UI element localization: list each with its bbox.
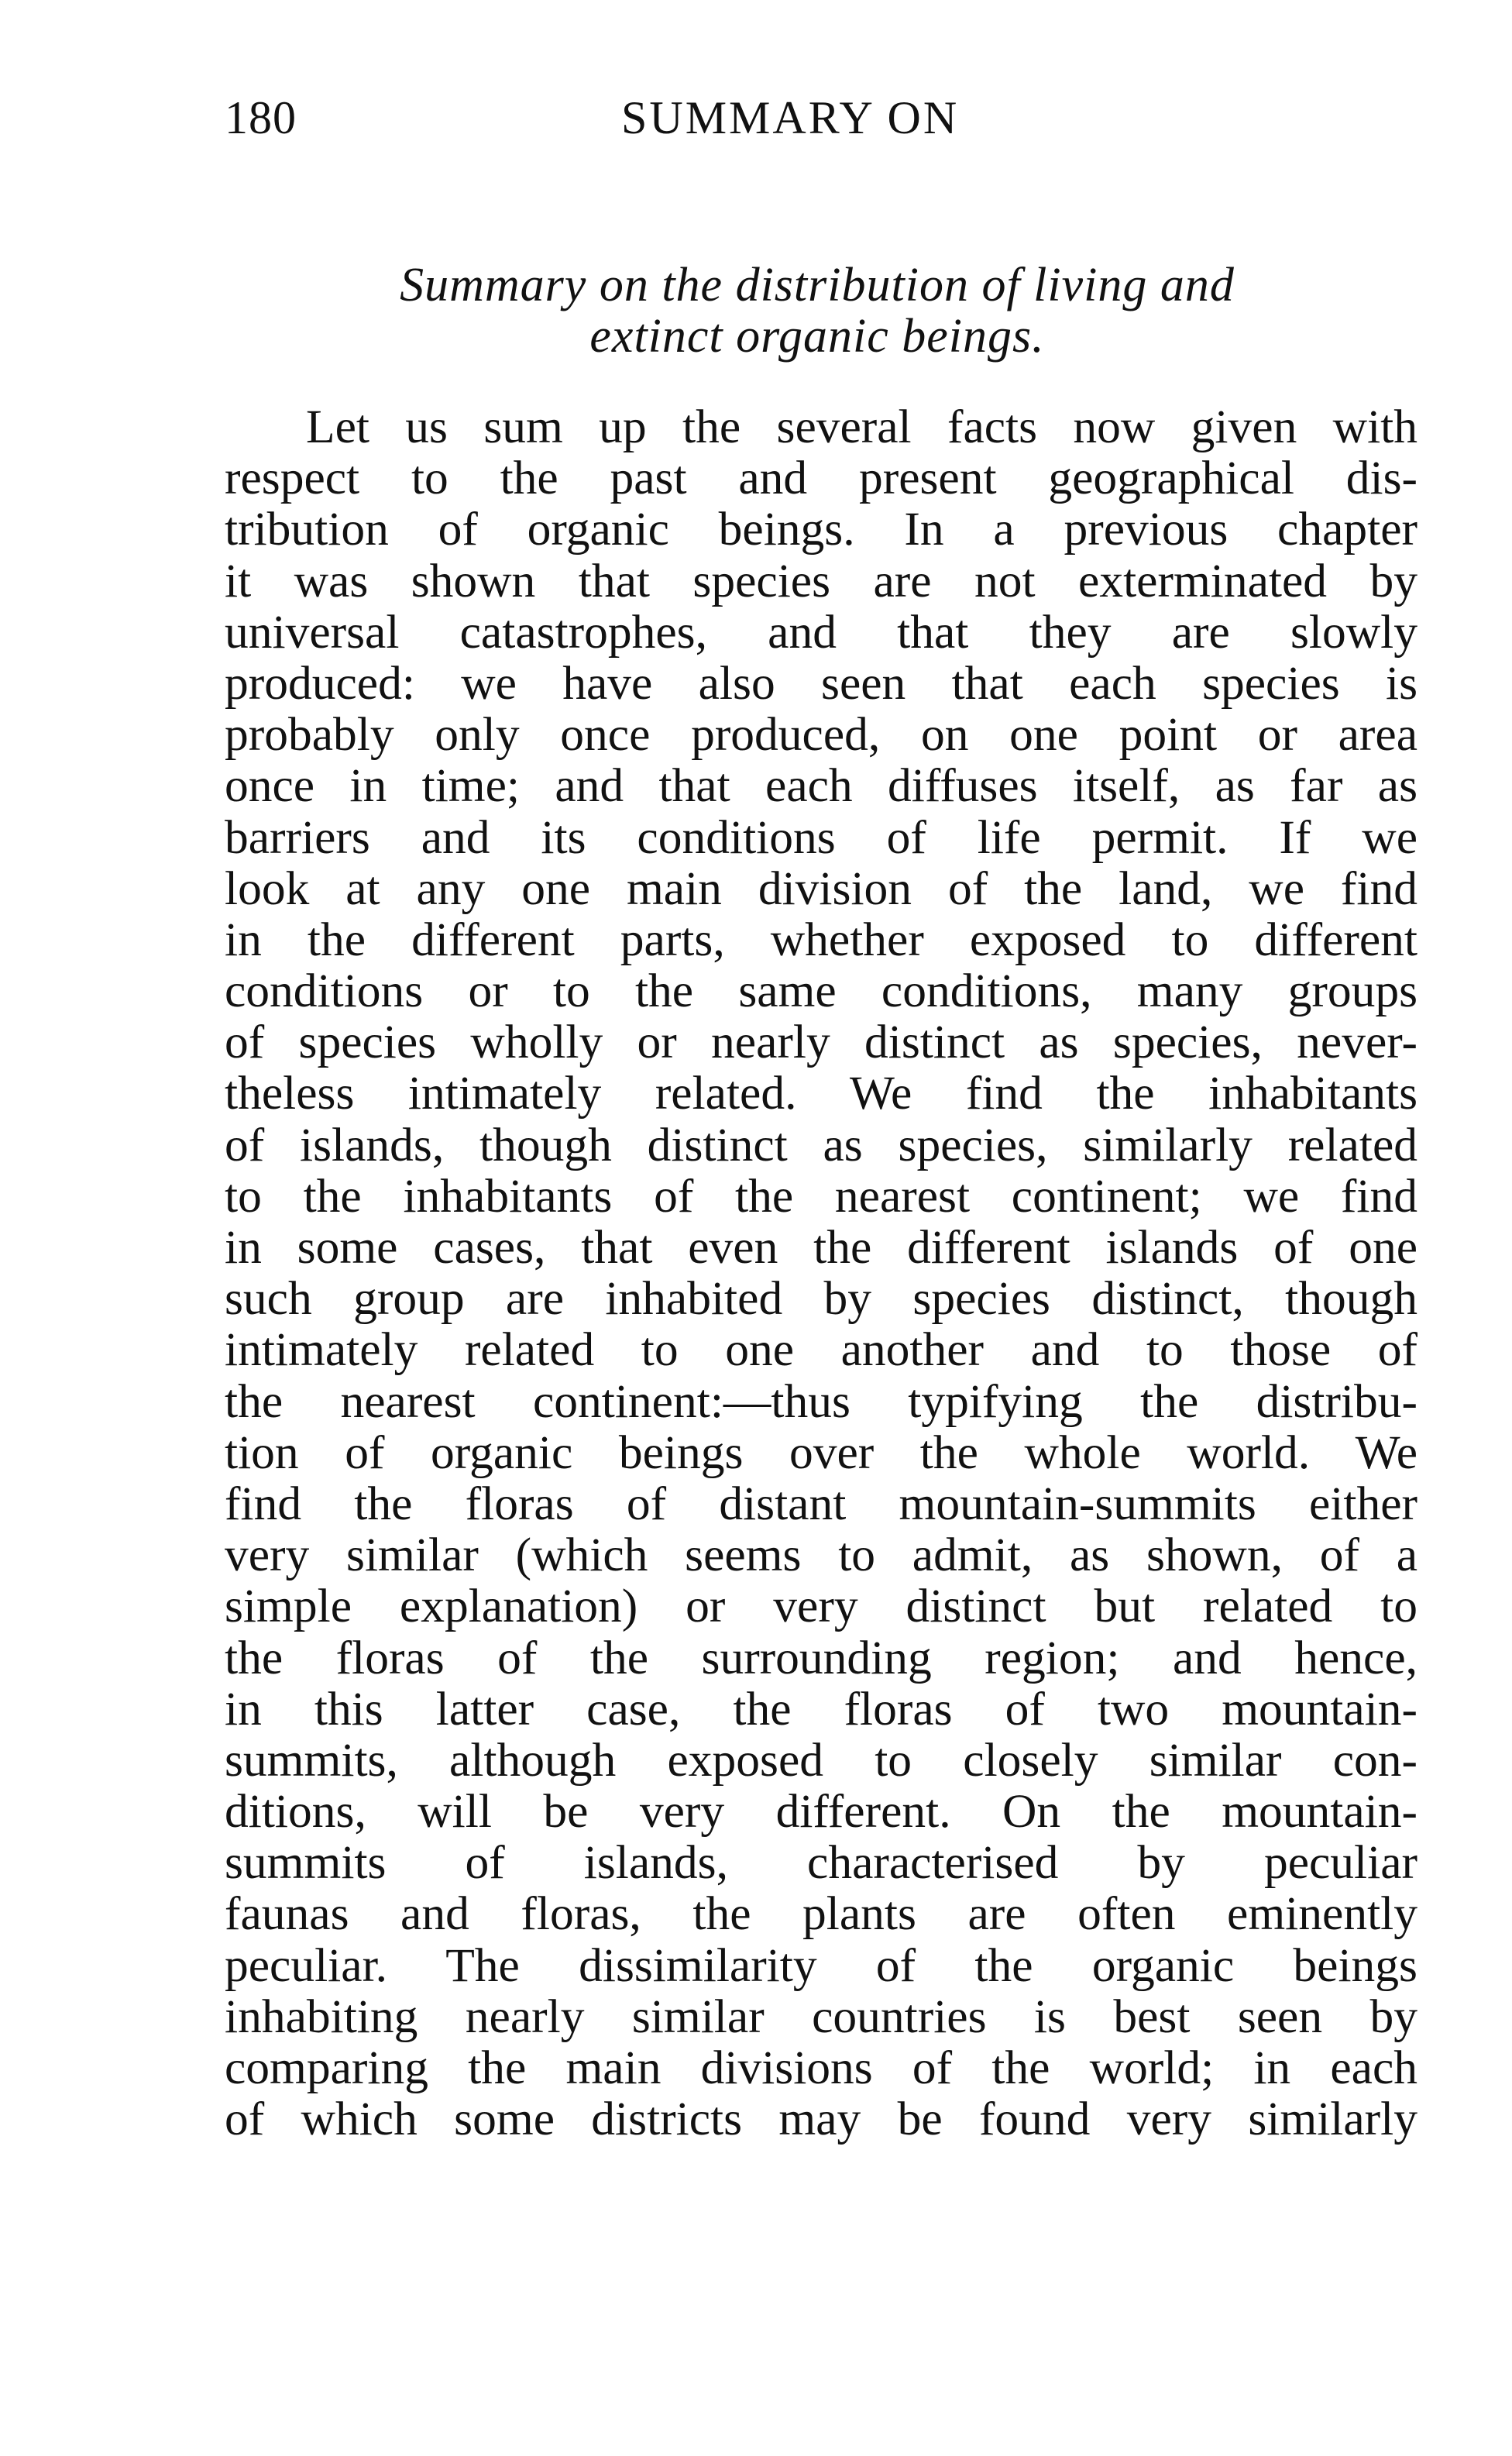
text-line: probably only once produced, on one point or area: [225, 708, 1418, 762]
text-line: very similar (which seems to admit, as shown, of a: [225, 1529, 1418, 1582]
text-line: the floras of the surrounding region; and hence,: [225, 1631, 1418, 1684]
text-line: intimately related to one another and to those of: [225, 1323, 1418, 1377]
text-line: inhabiting nearly similar countries is best seen by: [225, 1990, 1418, 2043]
text-line: Let us sum up the several facts now given with: [306, 401, 1418, 453]
text-line: faunas and floras, the plants are often eminently: [225, 1887, 1418, 1941]
text-line: simple explanation) or very distinct but related to: [225, 1580, 1418, 1633]
text-line: of species wholly or nearly distinct as species, never-: [225, 1016, 1418, 1069]
text-line: in this latter case, the floras of two mountain-: [225, 1682, 1418, 1735]
text-line: of islands, though distinct as species, similarly related: [225, 1118, 1418, 1171]
text-line: summits, although exposed to closely similar con-: [225, 1733, 1418, 1787]
text-line: ditions, will be very different. On the mountain-: [225, 1785, 1418, 1839]
running-head: [225, 91, 1418, 161]
body-paragraph: [225, 401, 1418, 2145]
text-line: to the inhabitants of the nearest continent; we find: [225, 1169, 1418, 1223]
section-heading: [294, 260, 1340, 362]
text-line: once in time; and that each diffuses itself, as far as: [225, 759, 1418, 813]
text-line: conditions or to the same conditions, many groups: [225, 965, 1418, 1018]
text-line: the nearest continent:—thus typifying the distribu-: [225, 1374, 1418, 1428]
text-line: of which some districts may be found very similarly: [225, 2093, 1418, 2146]
text-line: comparing the main divisions of the world; in each: [225, 2042, 1418, 2094]
text-line: peculiar. The dissimilarity of the organic beings: [225, 1938, 1418, 1992]
section-heading-line: extinct organic beings.: [589, 310, 1045, 363]
text-line: universal catastrophes, and that they are slowly: [225, 605, 1418, 659]
text-line: it was shown that species are not exterminated by: [225, 554, 1418, 607]
text-line: find the floras of distant mountain-summits either: [225, 1477, 1418, 1530]
text-line: such group are inhabited by species distinct, though: [225, 1272, 1418, 1326]
text-line: respect to the past and present geographical dis-: [225, 452, 1418, 505]
text-line: in the different parts, whether exposed to different: [225, 913, 1418, 966]
text-line: tribution of organic beings. In a previous chapter: [225, 503, 1418, 556]
text-line: look at any one main division of the land, we find: [225, 862, 1418, 915]
text-line: tion of organic beings over the whole world. We: [225, 1426, 1418, 1479]
text-line: in some cases, that even the different islands of one: [225, 1221, 1418, 1274]
section-heading-line: Summary on the distribution of living and: [400, 259, 1235, 311]
text-line: theless intimately related. We find the inhabitants: [225, 1067, 1418, 1120]
text-line: produced: we have also seen that each species is: [225, 656, 1418, 710]
page-number: 180: [225, 92, 297, 143]
text-line: summits of islands, characterised by peculiar: [225, 1836, 1418, 1890]
running-title: SUMMARY ON: [621, 92, 960, 143]
text-line: barriers and its conditions of life permit. If we: [225, 810, 1418, 864]
